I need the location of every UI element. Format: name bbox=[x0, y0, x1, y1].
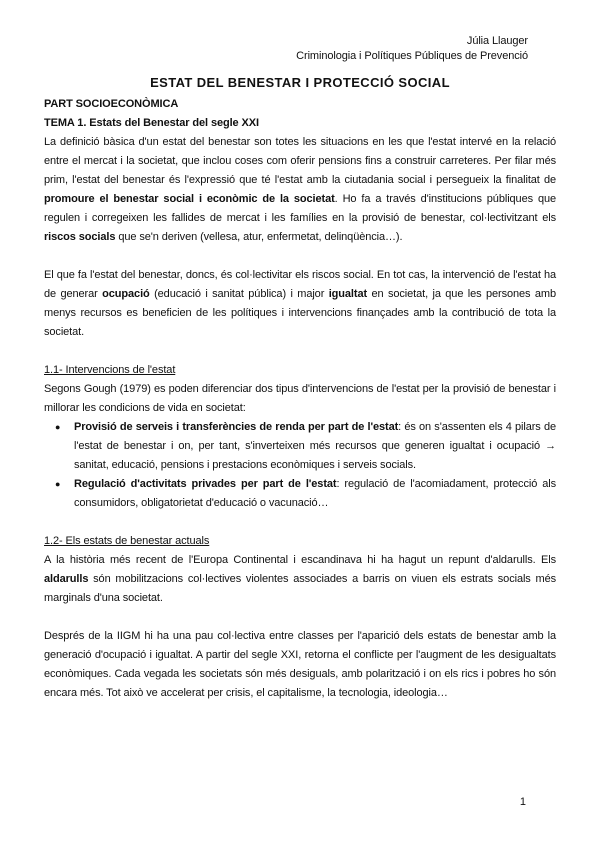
emphasis-text: ocupació bbox=[102, 288, 150, 300]
document-title: ESTAT DEL BENESTAR I PROTECCIÓ SOCIAL bbox=[150, 75, 450, 90]
emphasis-text: aldarulls bbox=[44, 573, 89, 585]
paragraph-riots: A la història més recent de l'Europa Continental i escandinava hi ha hagut un repunt d'aldarulls. Els aldarulls són mobilitzacions col·lectives violentes associades a barris on viuen els estrats socials més marginals d'una societat. bbox=[44, 554, 556, 604]
topic-heading: TEMA 1. Estats del Benestar del segle XXI bbox=[44, 117, 259, 129]
list-item: ● Regulació d'activitats privades per part de l'estat: regulació de l'acomiadament, protecció als consumidors, obligatorietat d'educació o vacunació… bbox=[74, 475, 556, 513]
part-heading: PART SOCIOECONÒMICA bbox=[44, 98, 179, 110]
document-body bbox=[44, 95, 556, 703]
paragraph-gough: Segons Gough (1979) es poden diferenciar dos tipus d'intervencions de l'estat per la provisió de benestar i millorar les condicions de vida en societat: bbox=[44, 383, 556, 414]
section-heading-interventions: 1.1- Intervencions de l'estat bbox=[44, 364, 176, 376]
emphasis-text: promoure el benestar social i econòmic de la societat bbox=[44, 193, 335, 205]
list-item: ● Provisió de serveis i transferències de renda per part de l'estat: és on s'assenten els 4 pilars de l'estat de benestar i on, per tant, s'inverteixen més recursos que generen igualtat i ocupació → sanitat, educació, pensions i prestacions econòmiques i serveis socials. bbox=[74, 418, 556, 475]
paragraph-post-war: Després de la IIGM hi ha una pau col·lectiva entre classes per l'aparició dels estats de benestar amb la generació d'ocupació i igualtat. A partir del segle XXI, retorna el conflicte per l'augment de les desigualtats econòmiques. Cada vegada les societats són més desiguals, amb polarització i on els rics i pobres ho són encara més. Tot això ve accelerat per crisis, el capitalisme, la tecnologia, ideologia… bbox=[44, 630, 556, 699]
author-name: Júlia Llauger bbox=[466, 35, 528, 47]
interventions-list bbox=[44, 418, 556, 513]
paragraph-definition: La definició bàsica d'un estat del benestar son totes les situacions en les que l'estat intervé en la relació entre el mercat i la societat, que inclou coses com oferir pensions fins a construir carreteres. Per filar més prim, l'estat del benestar és l'expressió que té l'estat amb la ciutadania social i persegueix la finalitat de promoure el benestar social i econòmic de la societat. Ho fa a través d'institucions públiques que regulen i corregeixen les fallides de mercat i les famílies en la provisió de benestar, col·lectivitzant els riscos socials que se'n deriven (vellesa, atur, enfermetat, delinqüència…). bbox=[44, 136, 556, 243]
course-name: Criminologia i Polítiques Públiques de Prevenció bbox=[296, 49, 528, 62]
page-number: 1 bbox=[519, 796, 526, 808]
emphasis-text: riscos socials bbox=[44, 231, 116, 243]
page-header bbox=[296, 34, 528, 63]
section-heading-current-states: 1.2- Els estats de benestar actuals bbox=[44, 535, 210, 547]
paragraph-collectivization: El que fa l'estat del benestar, doncs, és col·lectivitar els riscos social. En tot cas, la intervenció de l'estat ha de generar ocupació (educació i sanitat pública) i major igualtat en societat, ja que les persones amb menys recursos es beneficien de les polítiques i intervencions finançades amb la contribució de tota la societat. bbox=[44, 269, 556, 338]
emphasis-text: igualtat bbox=[328, 288, 368, 300]
